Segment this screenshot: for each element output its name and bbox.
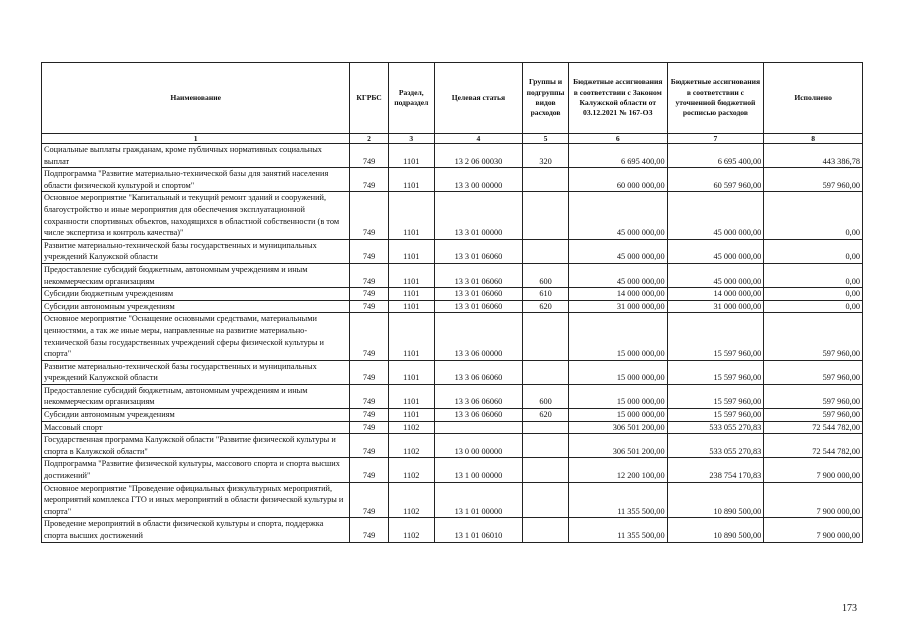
cell-schedule-amount: 533 055 270,83 <box>667 434 764 458</box>
table-row <box>42 263 863 287</box>
column-number: 7 <box>667 134 764 144</box>
cell-executed-amount: 7 900 000,00 <box>764 518 863 542</box>
cell-group <box>523 458 569 482</box>
table-row <box>42 518 863 542</box>
cell-schedule-amount: 10 890 500,00 <box>667 482 764 518</box>
header-law: Бюджетные ассигнования в соответствии с Законом Калужской области от 03.12.2021 № 167-ОЗ <box>568 63 667 134</box>
header-executed: Исполнено <box>764 63 863 134</box>
cell-executed-amount: 597 960,00 <box>764 360 863 384</box>
cell-kgrbs: 749 <box>350 384 389 408</box>
cell-schedule-amount: 15 597 960,00 <box>667 409 764 422</box>
cell-name: Массовый спорт <box>42 421 350 434</box>
table-row <box>42 409 863 422</box>
column-number: 3 <box>388 134 434 144</box>
cell-schedule-amount: 533 055 270,83 <box>667 421 764 434</box>
cell-target: 13 2 06 00030 <box>434 144 523 168</box>
cell-executed-amount: 597 960,00 <box>764 313 863 360</box>
cell-executed-amount: 597 960,00 <box>764 384 863 408</box>
cell-schedule-amount: 60 597 960,00 <box>667 168 764 192</box>
cell-law-amount: 15 000 000,00 <box>568 360 667 384</box>
cell-name: Субсидии бюджетным учреждениям <box>42 288 350 301</box>
cell-schedule-amount: 15 597 960,00 <box>667 384 764 408</box>
cell-kgrbs: 749 <box>350 518 389 542</box>
cell-target: 13 1 01 06010 <box>434 518 523 542</box>
cell-law-amount: 306 501 200,00 <box>568 421 667 434</box>
cell-kgrbs: 749 <box>350 458 389 482</box>
cell-kgrbs: 749 <box>350 239 389 263</box>
cell-schedule-amount: 45 000 000,00 <box>667 192 764 239</box>
table-row <box>42 239 863 263</box>
cell-kgrbs: 749 <box>350 288 389 301</box>
table-row <box>42 384 863 408</box>
cell-schedule-amount: 10 890 500,00 <box>667 518 764 542</box>
table-row <box>42 360 863 384</box>
cell-schedule-amount: 14 000 000,00 <box>667 288 764 301</box>
cell-target: 13 1 01 00000 <box>434 482 523 518</box>
cell-name: Основное мероприятие "Проведение официальных физкультурных мероприятий, мероприятий комплекса ГТО и иных мероприятий в области физической культуры и спорта" <box>42 482 350 518</box>
cell-kgrbs: 749 <box>350 192 389 239</box>
cell-section: 1101 <box>388 409 434 422</box>
cell-law-amount: 15 000 000,00 <box>568 409 667 422</box>
cell-law-amount: 6 695 400,00 <box>568 144 667 168</box>
cell-name: Подпрограмма "Развитие физической культуры, массового спорта и спорта высших достижений" <box>42 458 350 482</box>
cell-target: 13 3 01 06060 <box>434 300 523 313</box>
cell-executed-amount: 0,00 <box>764 263 863 287</box>
header-schedule: Бюджетные ассигнования в соответствии с уточненной бюджетной росписью расходов <box>667 63 764 134</box>
cell-law-amount: 31 000 000,00 <box>568 300 667 313</box>
column-number: 1 <box>42 134 350 144</box>
cell-executed-amount: 597 960,00 <box>764 168 863 192</box>
table-row <box>42 482 863 518</box>
cell-kgrbs: 749 <box>350 263 389 287</box>
column-number: 5 <box>523 134 569 144</box>
cell-executed-amount: 72 544 782,00 <box>764 434 863 458</box>
table-header-row <box>42 63 863 134</box>
cell-law-amount: 306 501 200,00 <box>568 434 667 458</box>
table-row <box>42 434 863 458</box>
table-row <box>42 421 863 434</box>
cell-group: 620 <box>523 409 569 422</box>
cell-name: Социальные выплаты гражданам, кроме публичных нормативных социальных выплат <box>42 144 350 168</box>
cell-kgrbs: 749 <box>350 300 389 313</box>
cell-section: 1102 <box>388 421 434 434</box>
cell-section: 1101 <box>388 192 434 239</box>
cell-group: 320 <box>523 144 569 168</box>
cell-executed-amount: 0,00 <box>764 239 863 263</box>
header-section: Раздел, подраздел <box>388 63 434 134</box>
cell-group <box>523 434 569 458</box>
cell-target: 13 3 01 06060 <box>434 239 523 263</box>
cell-schedule-amount: 45 000 000,00 <box>667 239 764 263</box>
cell-kgrbs: 749 <box>350 482 389 518</box>
cell-name: Развитие материально-технической базы государственных и муниципальных учреждений Калужской области <box>42 360 350 384</box>
table-row <box>42 313 863 360</box>
cell-schedule-amount: 15 597 960,00 <box>667 313 764 360</box>
cell-name: Основное мероприятие "Капитальный и текущий ремонт зданий и сооружений, благоустройство и иные мероприятия для обеспечения эксплуатационной сохранности спортивных объектов, находящихся в областной собственности (в том числе экспертиза и контроль качества)" <box>42 192 350 239</box>
cell-target: 13 3 06 06060 <box>434 360 523 384</box>
cell-section: 1101 <box>388 168 434 192</box>
cell-name: Предоставление субсидий бюджетным, автономным учреждениям и иным некоммерческим организациям <box>42 384 350 408</box>
cell-section: 1102 <box>388 482 434 518</box>
cell-executed-amount: 0,00 <box>764 192 863 239</box>
column-number: 4 <box>434 134 523 144</box>
cell-target: 13 1 00 00000 <box>434 458 523 482</box>
header-kgrbs: КГРБС <box>350 63 389 134</box>
cell-executed-amount: 0,00 <box>764 300 863 313</box>
cell-section: 1101 <box>388 263 434 287</box>
cell-law-amount: 45 000 000,00 <box>568 192 667 239</box>
cell-group <box>523 360 569 384</box>
cell-section: 1102 <box>388 458 434 482</box>
cell-section: 1102 <box>388 518 434 542</box>
cell-law-amount: 14 000 000,00 <box>568 288 667 301</box>
cell-executed-amount: 7 900 000,00 <box>764 482 863 518</box>
cell-law-amount: 45 000 000,00 <box>568 263 667 287</box>
cell-target: 13 3 06 00000 <box>434 313 523 360</box>
cell-group: 620 <box>523 300 569 313</box>
cell-section: 1101 <box>388 144 434 168</box>
cell-law-amount: 15 000 000,00 <box>568 384 667 408</box>
cell-section: 1101 <box>388 313 434 360</box>
cell-group <box>523 239 569 263</box>
cell-schedule-amount: 238 754 170,83 <box>667 458 764 482</box>
table-row <box>42 288 863 301</box>
header-target: Целевая статья <box>434 63 523 134</box>
table-row <box>42 168 863 192</box>
cell-law-amount: 11 355 500,00 <box>568 518 667 542</box>
cell-group <box>523 421 569 434</box>
cell-group <box>523 168 569 192</box>
cell-kgrbs: 749 <box>350 421 389 434</box>
cell-target: 13 0 00 00000 <box>434 434 523 458</box>
cell-target: 13 3 06 06060 <box>434 384 523 408</box>
table-row <box>42 300 863 313</box>
cell-section: 1101 <box>388 384 434 408</box>
cell-law-amount: 45 000 000,00 <box>568 239 667 263</box>
cell-target: 13 3 01 06060 <box>434 288 523 301</box>
cell-name: Проведение мероприятий в области физической культуры и спорта, поддержка спорта высших достижений <box>42 518 350 542</box>
cell-group: 600 <box>523 263 569 287</box>
column-number: 8 <box>764 134 863 144</box>
budget-table <box>41 62 863 543</box>
cell-schedule-amount: 31 000 000,00 <box>667 300 764 313</box>
cell-schedule-amount: 45 000 000,00 <box>667 263 764 287</box>
cell-law-amount: 12 200 100,00 <box>568 458 667 482</box>
cell-kgrbs: 749 <box>350 144 389 168</box>
cell-executed-amount: 0,00 <box>764 288 863 301</box>
table-row <box>42 144 863 168</box>
cell-section: 1101 <box>388 300 434 313</box>
cell-section: 1101 <box>388 360 434 384</box>
cell-section: 1101 <box>388 288 434 301</box>
cell-law-amount: 11 355 500,00 <box>568 482 667 518</box>
cell-executed-amount: 597 960,00 <box>764 409 863 422</box>
cell-law-amount: 60 000 000,00 <box>568 168 667 192</box>
cell-executed-amount: 7 900 000,00 <box>764 458 863 482</box>
cell-schedule-amount: 15 597 960,00 <box>667 360 764 384</box>
cell-name: Развитие материально-технической базы государственных и муниципальных учреждений Калужской области <box>42 239 350 263</box>
column-number: 6 <box>568 134 667 144</box>
cell-kgrbs: 749 <box>350 434 389 458</box>
cell-executed-amount: 72 544 782,00 <box>764 421 863 434</box>
cell-target: 13 3 01 06060 <box>434 263 523 287</box>
column-number: 2 <box>350 134 389 144</box>
cell-name: Подпрограмма "Развитие материально-технической базы для занятий населения области физической культурой и спортом" <box>42 168 350 192</box>
cell-law-amount: 15 000 000,00 <box>568 313 667 360</box>
cell-kgrbs: 749 <box>350 313 389 360</box>
cell-schedule-amount: 6 695 400,00 <box>667 144 764 168</box>
cell-name: Субсидии автономным учреждениям <box>42 409 350 422</box>
page-number: 173 <box>842 603 857 614</box>
cell-name: Субсидии автономным учреждениям <box>42 300 350 313</box>
cell-name: Государственная программа Калужской области "Развитие физической культуры и спорта в Калужской области" <box>42 434 350 458</box>
cell-target: 13 3 06 06060 <box>434 409 523 422</box>
cell-name: Предоставление субсидий бюджетным, автономным учреждениям и иным некоммерческим организациям <box>42 263 350 287</box>
header-name: Наименование <box>42 63 350 134</box>
cell-kgrbs: 749 <box>350 360 389 384</box>
cell-group <box>523 482 569 518</box>
table-row <box>42 458 863 482</box>
table-row <box>42 192 863 239</box>
cell-group <box>523 313 569 360</box>
cell-group <box>523 192 569 239</box>
cell-name: Основное мероприятие "Оснащение основными средствами, материальными ценностями, а так же иные меры, направленные на развитие материально-технической базы государственных учреждений сферы физической культуры и спорта" <box>42 313 350 360</box>
cell-group <box>523 518 569 542</box>
cell-executed-amount: 443 386,78 <box>764 144 863 168</box>
cell-kgrbs: 749 <box>350 168 389 192</box>
cell-group: 610 <box>523 288 569 301</box>
cell-target: 13 3 00 00000 <box>434 168 523 192</box>
cell-section: 1102 <box>388 434 434 458</box>
cell-kgrbs: 749 <box>350 409 389 422</box>
column-number-row <box>42 134 863 144</box>
cell-group: 600 <box>523 384 569 408</box>
cell-target <box>434 421 523 434</box>
header-groups: Группы и подгруппы видов расходов <box>523 63 569 134</box>
cell-target: 13 3 01 00000 <box>434 192 523 239</box>
cell-section: 1101 <box>388 239 434 263</box>
